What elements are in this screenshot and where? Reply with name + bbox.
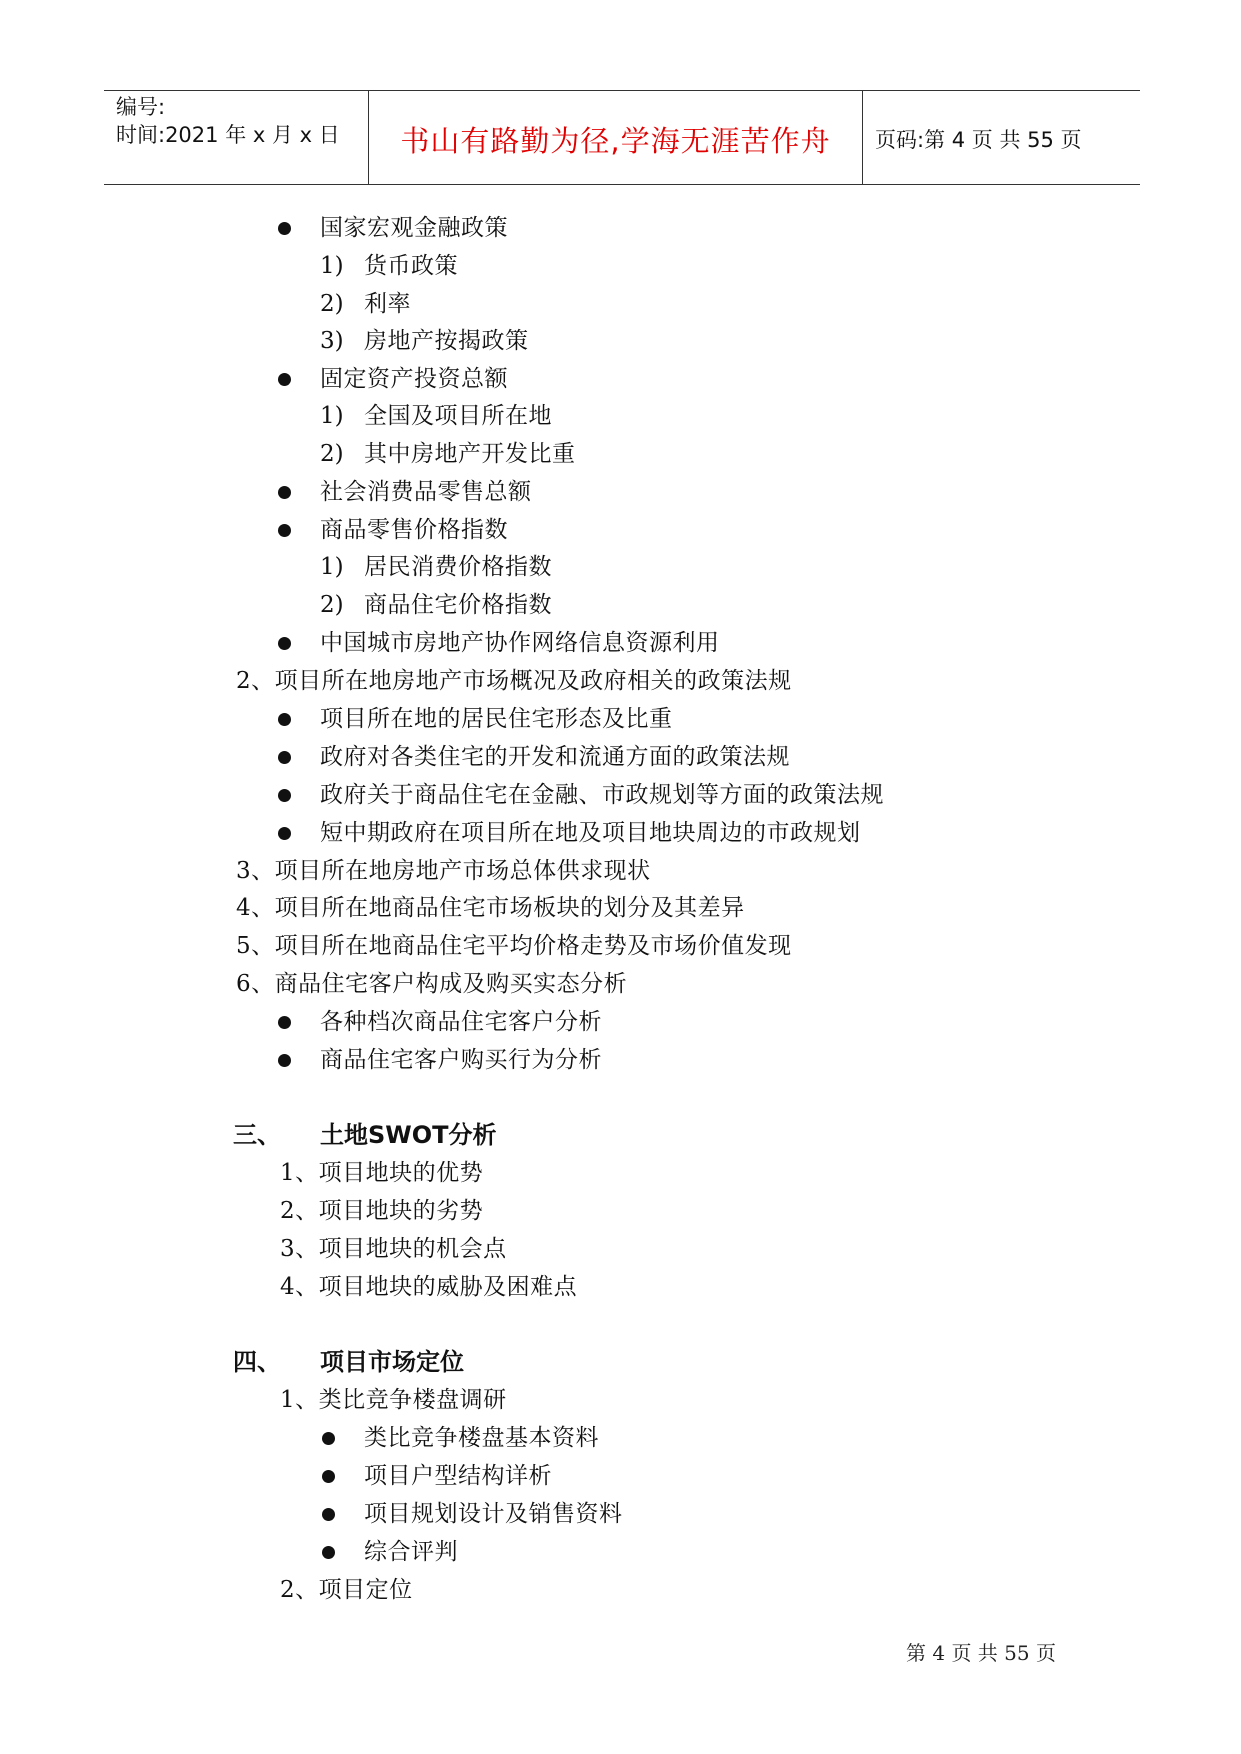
bullet-icon xyxy=(278,222,291,235)
bullet-icon xyxy=(278,1016,291,1029)
section-heading: 1、类比竞争楼盘调研 xyxy=(280,1387,507,1413)
item-number: 3) xyxy=(320,328,344,354)
section-heading: 1、项目地块的优势 xyxy=(280,1160,484,1186)
bullet-icon xyxy=(278,827,291,840)
list-item: 国家宏观金融政策 xyxy=(320,215,508,241)
chapter-number: 三、 xyxy=(233,1121,281,1149)
motto-text: 书山有路勤为径,学海无涯苦作舟 xyxy=(400,124,831,158)
list-item: 固定资产投资总额 xyxy=(320,366,508,392)
item-number: 2) xyxy=(320,441,344,467)
item-number: 1) xyxy=(320,253,344,279)
bullet-icon xyxy=(278,486,291,499)
list-item: 各种档次商品住宅客户分析 xyxy=(320,1009,602,1035)
list-item: 房地产按揭政策 xyxy=(364,328,529,354)
time-label: 时间:2021 年 x 月 x 日 xyxy=(116,123,340,147)
section-heading: 2、项目地块的劣势 xyxy=(280,1198,484,1224)
bullet-icon xyxy=(322,1470,335,1483)
item-number: 2) xyxy=(320,291,344,317)
section-heading: 3、项目所在地房地产市场总体供求现状 xyxy=(236,858,651,884)
bullet-icon xyxy=(278,713,291,726)
list-item: 项目户型结构详析 xyxy=(364,1463,552,1489)
section-heading: 3、项目地块的机会点 xyxy=(280,1236,507,1262)
bullet-icon xyxy=(278,637,291,650)
page-header xyxy=(104,90,1140,185)
header-meta-cell xyxy=(104,91,369,184)
list-item: 全国及项目所在地 xyxy=(364,403,552,429)
section-heading: 5、项目所在地商品住宅平均价格走势及市场价值发现 xyxy=(236,933,792,959)
list-item: 利率 xyxy=(364,291,411,317)
bullet-icon xyxy=(322,1508,335,1521)
section-heading: 2、项目定位 xyxy=(280,1577,413,1603)
list-item: 其中房地产开发比重 xyxy=(364,441,576,467)
bullet-icon xyxy=(278,751,291,764)
list-item: 项目规划设计及销售资料 xyxy=(364,1501,623,1527)
list-item: 货币政策 xyxy=(364,253,458,279)
section-heading: 4、项目地块的威胁及困难点 xyxy=(280,1274,578,1300)
list-item: 项目所在地的居民住宅形态及比重 xyxy=(320,706,673,732)
bullet-icon xyxy=(278,789,291,802)
chapter-number: 四、 xyxy=(233,1348,281,1376)
list-item: 政府关于商品住宅在金融、市政规划等方面的政策法规 xyxy=(320,782,884,808)
list-item: 短中期政府在项目所在地及项目地块周边的市政规划 xyxy=(320,820,861,846)
section-heading: 6、商品住宅客户构成及购买实态分析 xyxy=(236,971,628,997)
chapter-title: 项目市场定位 xyxy=(320,1348,464,1376)
bullet-icon xyxy=(278,373,291,386)
bullet-icon xyxy=(322,1432,335,1445)
list-item: 商品住宅价格指数 xyxy=(364,592,552,618)
header-page-cell xyxy=(863,91,1140,184)
page-code: 页码:第 4 页 共 55 页 xyxy=(875,128,1082,152)
serial-label: 编号: xyxy=(116,95,166,119)
page-footer: 第 4 页 共 55 页 xyxy=(906,1641,1056,1665)
list-item: 商品零售价格指数 xyxy=(320,517,508,543)
bullet-icon xyxy=(322,1546,335,1559)
item-number: 1) xyxy=(320,554,344,580)
list-item: 中国城市房地产协作网络信息资源利用 xyxy=(320,630,720,656)
section-heading: 2、项目所在地房地产市场概况及政府相关的政策法规 xyxy=(236,668,792,694)
list-item: 类比竞争楼盘基本资料 xyxy=(364,1425,599,1451)
list-item: 社会消费品零售总额 xyxy=(320,479,532,505)
bullet-icon xyxy=(278,524,291,537)
list-item: 居民消费价格指数 xyxy=(364,554,552,580)
list-item: 政府对各类住宅的开发和流通方面的政策法规 xyxy=(320,744,790,770)
list-item: 综合评判 xyxy=(364,1539,458,1565)
item-number: 1) xyxy=(320,403,344,429)
chapter-title: 土地SWOT分析 xyxy=(320,1121,497,1149)
bullet-icon xyxy=(278,1054,291,1067)
list-item: 商品住宅客户购买行为分析 xyxy=(320,1047,602,1073)
section-heading: 4、项目所在地商品住宅市场板块的划分及其差异 xyxy=(236,895,745,921)
item-number: 2) xyxy=(320,592,344,618)
header-motto-cell xyxy=(369,91,863,184)
